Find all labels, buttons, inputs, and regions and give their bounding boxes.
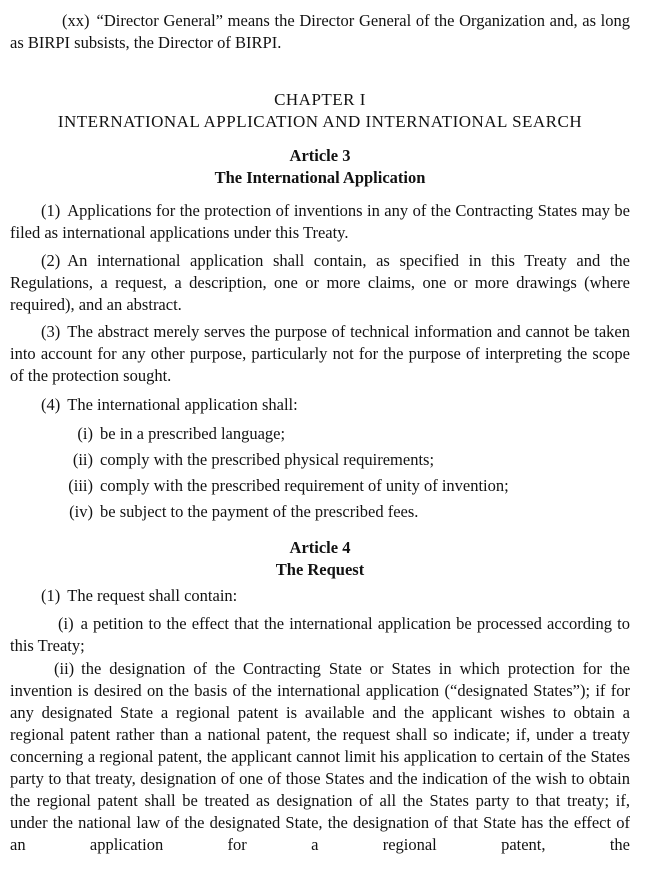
item-text: the designation of the Contracting State or States in which protection for the invention is desired on the basis of the international application (“designated States”); if for any designated State a regional patent is available and the applicant wishes to obtain a regional patent rather than a national patent, the request shall so indicate; if, under a treaty concerning a regional patent, the applicant cannot limit his application to certain of the States party to that treaty, designation of one of those States and the indication of the wish to obtain the regional patent shall be treated as designation of all the States party to that treaty; if, under the national law of the designated State, the designation of that State has the effect of an application for a regional patent, the xyxy=(10,659,630,854)
article3-paragraph-2 xyxy=(10,250,630,316)
list-item-text: be in a prescribed language; xyxy=(100,424,286,443)
article3-item-list xyxy=(10,421,630,525)
paragraph-label: (1) xyxy=(41,201,61,220)
list-item-iii xyxy=(10,473,630,499)
article3-paragraph-3 xyxy=(10,321,630,387)
chapter-title: INTERNATIONAL APPLICATION AND INTERNATIONAL SEARCH xyxy=(57,112,583,131)
list-item-label: (i) xyxy=(77,424,93,443)
article3-number: Article 3 xyxy=(289,146,351,165)
paragraph-label: (3) xyxy=(41,322,61,341)
definition-label: (xx) xyxy=(62,11,90,30)
paragraph-text: The abstract merely serves the purpose of technical information and cannot be taken into account for any other purpose, particularly not for the purpose of interpreting the scope of the protection sought. xyxy=(10,322,630,385)
definition-paragraph-xx xyxy=(10,10,630,54)
article4-item-i xyxy=(10,613,630,657)
article3-subtitle: The International Application xyxy=(214,168,426,187)
list-item-iv xyxy=(10,499,630,525)
paragraph-text: Applications for the protection of inventions in any of the Contracting States may be filed as international applications under this Treaty. xyxy=(10,201,630,242)
definition-text: “Director General” means the Director General of the Organization and, as long as BIRPI subsists, the Director of BIRPI. xyxy=(10,11,630,52)
article4-number: Article 4 xyxy=(289,538,351,557)
article4-paragraph-1 xyxy=(10,585,630,607)
list-item-text: comply with the prescribed physical requirements; xyxy=(100,450,435,469)
list-item-i xyxy=(10,421,630,447)
item-label: (i) xyxy=(58,614,74,633)
paragraph-label: (4) xyxy=(41,395,61,414)
list-item-text: comply with the prescribed requirement of unity of invention; xyxy=(100,476,509,495)
paragraph-label: (2) xyxy=(41,251,61,270)
list-item-label: (ii) xyxy=(72,450,93,469)
paragraph-text: An international application shall contain, as specified in this Treaty and the Regulations, a request, a description, one or more claims, one or more drawings (where required), and an abstract. xyxy=(10,251,630,314)
chapter-number: CHAPTER I xyxy=(274,90,366,109)
list-item-text: be subject to the payment of the prescribed fees. xyxy=(100,502,419,521)
article3-paragraph-4 xyxy=(10,394,630,416)
item-label: (ii) xyxy=(54,659,75,678)
article4-item-ii xyxy=(10,658,630,856)
paragraph-label: (1) xyxy=(41,586,61,605)
paragraph-text: The request shall contain: xyxy=(67,586,238,605)
article4-heading xyxy=(10,537,630,581)
item-text: a petition to the effect that the international application be processed according to this Treaty; xyxy=(10,614,630,655)
list-item-label: (iv) xyxy=(69,502,93,521)
paragraph-text: The international application shall: xyxy=(67,395,298,414)
chapter-heading xyxy=(10,89,630,133)
article3-paragraph-1 xyxy=(10,200,630,244)
article4-subtitle: The Request xyxy=(275,560,365,579)
article3-heading xyxy=(10,145,630,189)
list-item-ii xyxy=(10,447,630,473)
list-item-label: (iii) xyxy=(68,476,93,495)
